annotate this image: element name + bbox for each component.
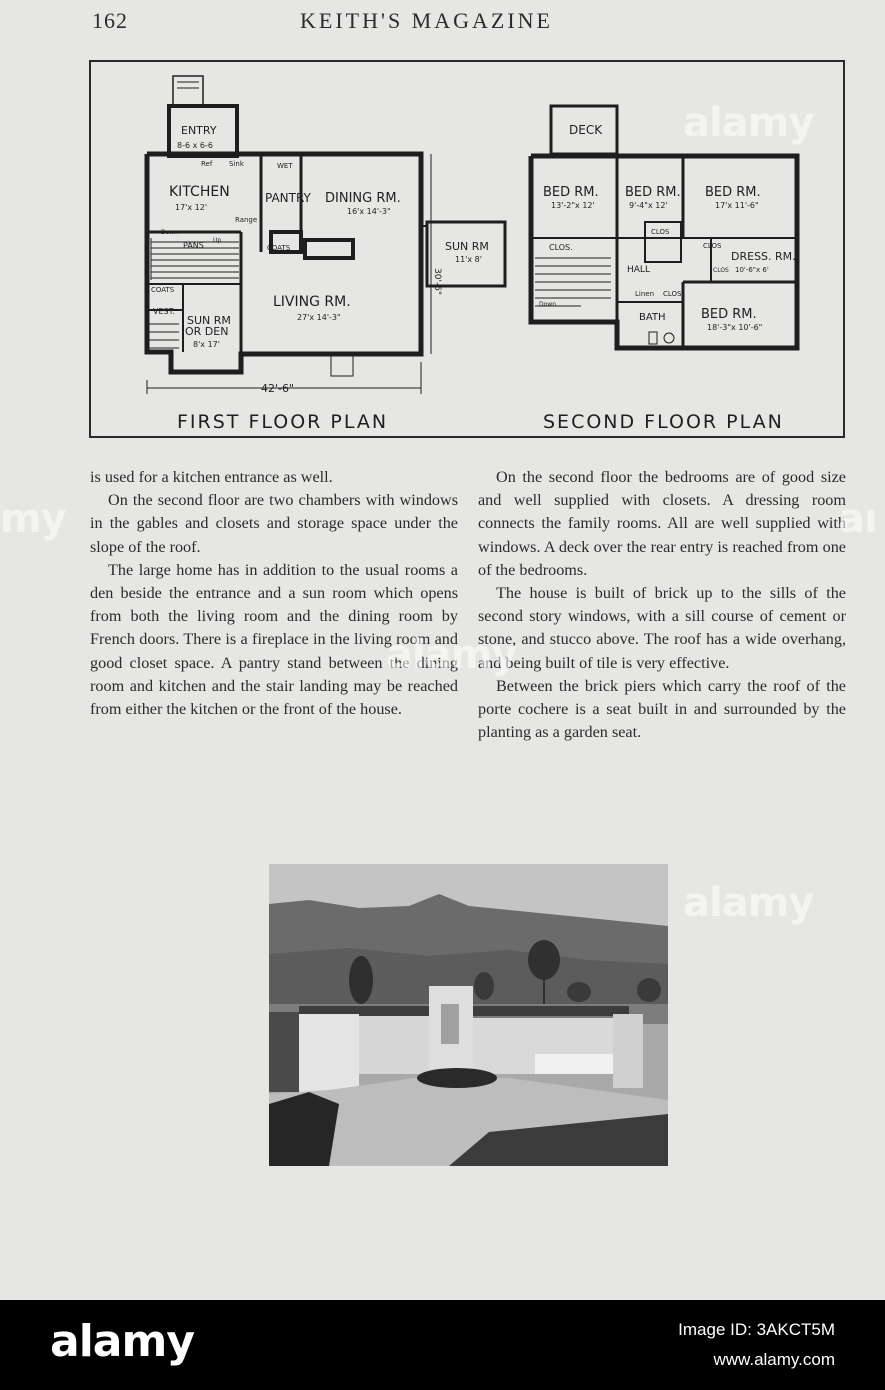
bed4-size: 18'-3"x 10'-6": [707, 323, 763, 332]
bed2-size: 9'-4"x 12': [629, 201, 668, 210]
left-text-column: [90, 466, 458, 721]
paragraph: Between the brick piers which carry the roof of the porte cochere is a seat built in and surrounded by the planting as a garden seat.: [478, 676, 846, 742]
bed1-size: 13'-2"x 12': [551, 201, 595, 210]
image-id: Image ID: 3AKCT5M: [678, 1320, 835, 1339]
bed4-label: BED RM.: [701, 307, 757, 322]
up-label: Up: [213, 237, 222, 244]
paragraph: On the second floor the bedrooms are of good size and well supplied with closets. A dressing room connects the family rooms. All are well supplied with windows. A deck over the rear entry is reached from one of the bedrooms.: [478, 468, 846, 579]
pantry-label: PANTRY: [265, 191, 311, 205]
right-text-column: [478, 466, 846, 744]
coats-label-1: COATS: [267, 244, 291, 252]
entry-size: 8-6 x 6-6: [177, 141, 213, 150]
ref-label: Ref: [201, 160, 213, 168]
magazine-title: KEITH'S MAGAZINE: [300, 8, 553, 33]
site-url: www.alamy.com: [713, 1350, 835, 1369]
sun-room-size: 11'x 8': [455, 255, 482, 264]
watermark: aı: [838, 496, 877, 542]
sun-den-label-2: OR DEN: [185, 325, 229, 338]
depth-dimension: 30'-6": [432, 268, 442, 296]
second-floor-down-label: Down: [539, 301, 557, 308]
alamy-logo: alamy: [50, 1316, 194, 1367]
sun-room-label: SUN RM: [445, 240, 489, 253]
kitchen-label: KITCHEN: [169, 184, 230, 200]
deck-label: DECK: [569, 123, 603, 137]
watermark: alamy: [683, 100, 814, 146]
stock-footer: [0, 1300, 885, 1390]
bed1-label: BED RM.: [543, 185, 599, 200]
wt-label: WET: [277, 162, 293, 170]
watermark: my: [0, 496, 66, 542]
paragraph: On the second floor are two chambers with windows in the gables and closets and storage space under the slope of the roof.: [90, 491, 458, 556]
paragraph: is used for a kitchen entrance as well.: [90, 468, 333, 486]
first-floor-title: FIRST FLOOR PLAN: [177, 411, 389, 433]
kitchen-size: 17'x 12': [175, 203, 208, 212]
bath-label: BATH: [639, 312, 666, 323]
bed2-label: BED RM.: [625, 185, 681, 200]
living-label: LIVING RM.: [273, 294, 351, 310]
garden-seat-photo: [269, 864, 668, 1166]
dressing-room-label: DRESS. RM.: [731, 250, 796, 263]
linen-label: Linen: [635, 290, 655, 298]
vest-label: VEST.: [153, 307, 176, 316]
watermark: alamy: [386, 632, 517, 678]
coats-label-2: COATS: [151, 286, 175, 294]
page-number: 162: [92, 8, 128, 33]
sun-den-size: 8'x 17': [193, 340, 220, 349]
down-label: Down: [161, 229, 179, 236]
entry-label: ENTRY: [181, 124, 217, 137]
closet-label-1: CLOS.: [549, 243, 573, 252]
garden-photo-illustration: [269, 864, 668, 1166]
closet-label-2: CLOS: [651, 228, 670, 236]
watermark: alamy: [683, 880, 814, 926]
dressing-room-size: 10'-6"x 6': [735, 266, 769, 274]
paragraph: The house is built of brick up to the sills of the second story windows, with a sill course of cement or stone, and stucco above. The roof has a wide overhang, and being built of tile is very effective.: [478, 584, 846, 672]
dining-size: 16'x 14'-3": [347, 207, 391, 216]
paragraph: The large home has in addition to the usual rooms a den beside the entrance and a sun room which opens from both the living room and the dining room by French doors. There is a fireplace in the living room and good closet space. A pantry stand between the dining room and kitchen and the stair landing may be reached from either the kitchen or the front of the house.: [90, 560, 458, 719]
closet-label-4: CLOS: [713, 267, 729, 274]
range-label: Range: [235, 216, 258, 224]
sink-label: Sink: [229, 160, 244, 168]
closet-label-5: CLOS: [663, 290, 682, 298]
second-floor-title: SECOND FLOOR PLAN: [543, 411, 784, 433]
width-dimension: 42'-6": [261, 382, 295, 395]
pans-label: PANS: [183, 241, 204, 250]
hall-label: HALL: [627, 265, 650, 275]
dining-label: DINING RM.: [325, 191, 401, 206]
living-size: 27'x 14'-3": [297, 313, 341, 322]
closet-label-3: CLOS: [703, 242, 722, 250]
sun-den-label: SUN RM: [187, 314, 231, 327]
bed3-size: 17'x 11'-6": [715, 201, 759, 210]
bed3-label: BED RM.: [705, 185, 761, 200]
